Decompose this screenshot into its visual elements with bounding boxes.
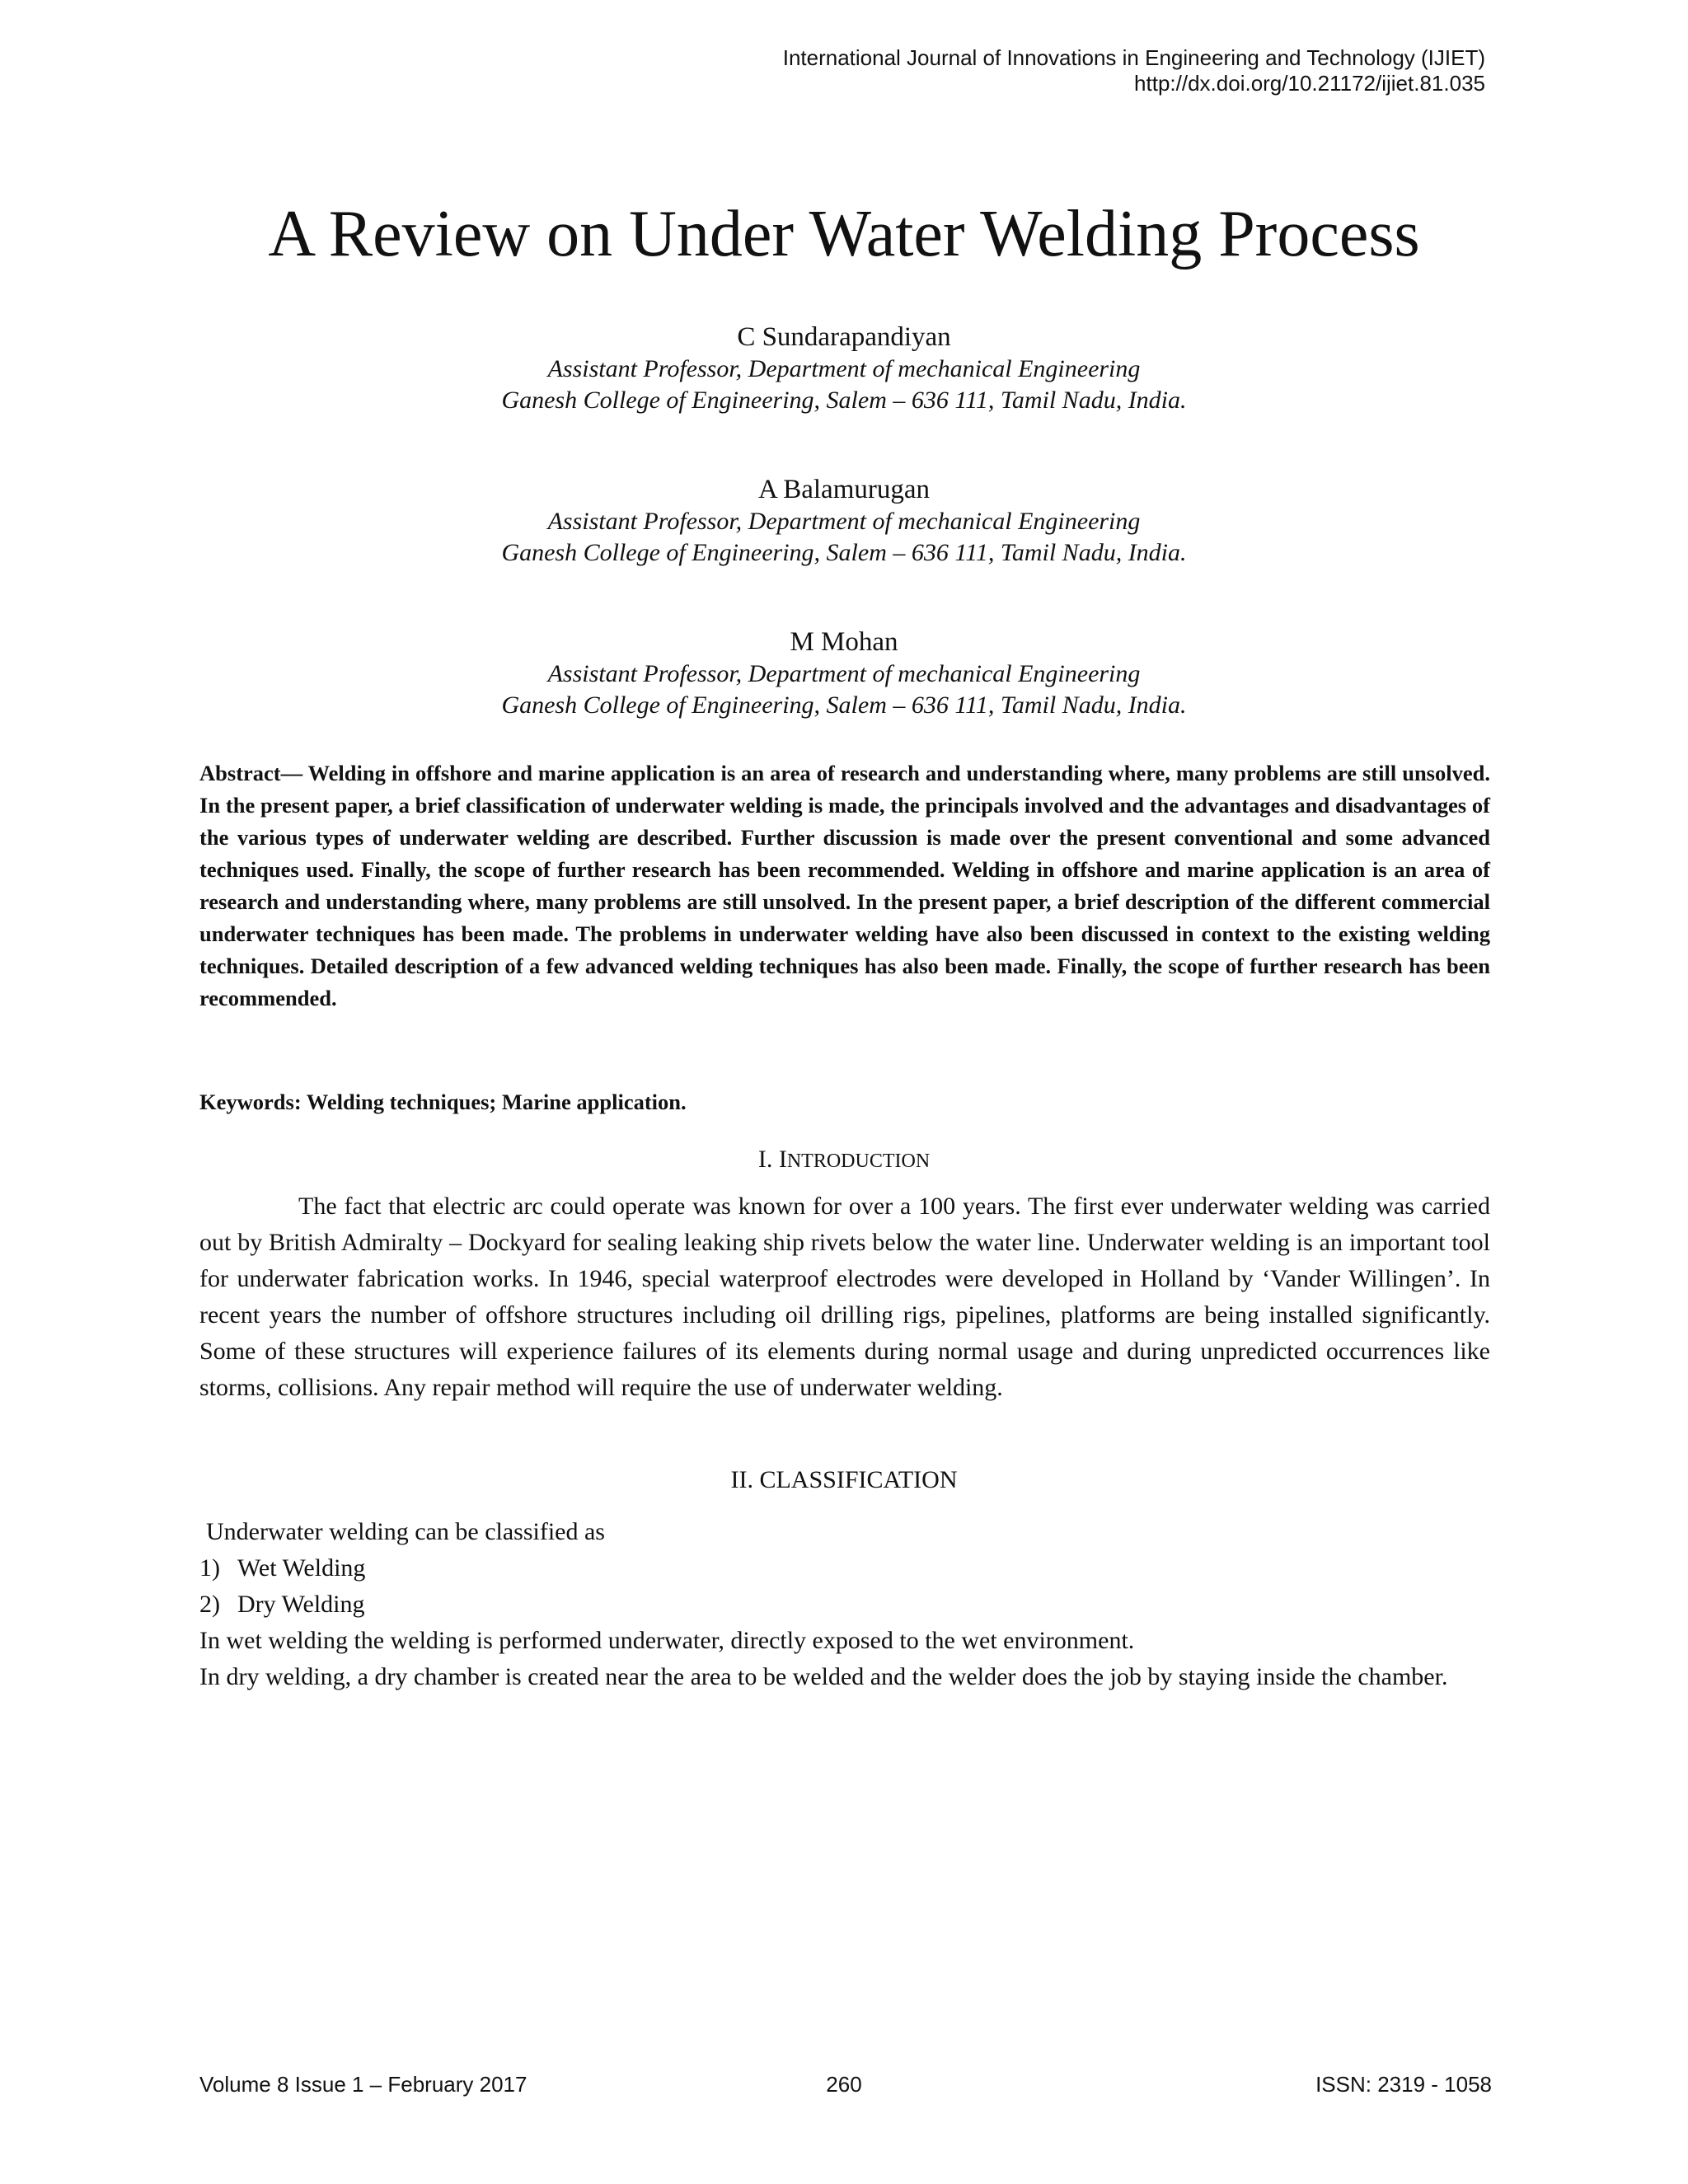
- classification-body: [199, 1514, 1490, 1695]
- list-label: Dry Welding: [237, 1591, 365, 1618]
- introduction-paragraph: The fact that electric arc could operate was known for over a 100 years. The first ever underwater welding was carried out by British Admiralty – Dockyard for sealing leaking ship rivets below the water line. Underwater welding is an important tool for underwater fabrication works. In 1946, special waterproof electrodes were developed in Holland by ‘Vander Willingen’. In recent years the number of offshore structures including oil drilling rigs, pipelines, platforms are being installed significantly. Some of these structures will experience failures of its elements during normal usage and during unpredicted occurrences like storms, collisions. Any repair method will require the use of underwater welding.: [199, 1193, 1490, 1401]
- keywords: Keywords: Welding techniques; Marine application.: [199, 1090, 687, 1114]
- list-label: Wet Welding: [237, 1554, 366, 1582]
- list-item: [199, 1586, 1490, 1623]
- author-block-3: [0, 626, 1688, 721]
- section-heading-classification: II. CLASSIFICATION: [730, 1466, 958, 1493]
- heading-text: NTRODUCTION: [786, 1151, 931, 1172]
- journal-header: [783, 45, 1485, 96]
- author-block-1: [0, 321, 1688, 416]
- footer-issn: ISSN: 2319 - 1058: [1315, 2072, 1492, 2097]
- author-affiliation: Ganesh College of Engineering, Salem – 636 111, Tamil Nadu, India.: [501, 539, 1187, 566]
- list-number: 2): [199, 1591, 220, 1618]
- wet-welding-text: In wet welding the welding is performed underwater, directly exposed to the wet environment.: [199, 1627, 1135, 1654]
- heading-number: I. I: [757, 1146, 787, 1173]
- author-affiliation: Ganesh College of Engineering, Salem – 636 111, Tamil Nadu, India.: [501, 387, 1187, 414]
- author-name: M Mohan: [790, 627, 898, 657]
- classification-lead: Underwater welding can be classified as: [206, 1518, 605, 1545]
- abstract: Abstract— Welding in offshore and marine application is an area of research and understanding where, many problems are still unsolved. In the present paper, a brief classification of underwater welding is made, the principals involved and the advantages and disadvantages of the various types of underwater welding are described. Further discussion is made over the present conventional and some advanced techniques used. Finally, the scope of further research has been recommended. Welding in offshore and marine application is an area of research and understanding where, many problems are still unsolved. In the present paper, a brief description of the different commercial underwater techniques has been made. The problems in underwater welding have also been discussed in context to the existing welding techniques. Detailed description of a few advanced welding techniques has also been made. Finally, the scope of further research has been recommended.: [199, 761, 1490, 1010]
- section-heading-introduction: [0, 1143, 1688, 1178]
- paper-title: A Review on Under Water Welding Process: [268, 198, 1420, 270]
- doi-link[interactable]: http://dx.doi.org/10.21172/ijiet.81.035: [1134, 71, 1485, 96]
- author-name: C Sundarapandiyan: [737, 322, 951, 352]
- journal-name: International Journal of Innovations in Engineering and Technology (IJIET): [782, 45, 1485, 70]
- author-position: Assistant Professor, Department of mechanical Engineering: [547, 660, 1141, 687]
- author-affiliation: Ganesh College of Engineering, Salem – 636 111, Tamil Nadu, India.: [501, 691, 1187, 719]
- author-name: A Balamurugan: [757, 475, 931, 504]
- author-position: Assistant Professor, Department of mechanical Engineering: [547, 508, 1141, 535]
- dry-welding-text: In dry welding, a dry chamber is created near the area to be welded and the welder does the job by staying inside the chamber.: [199, 1663, 1448, 1690]
- footer-volume: Volume 8 Issue 1 – February 2017: [199, 2072, 528, 2097]
- footer-page-number: 260: [826, 2072, 862, 2097]
- list-item: [199, 1550, 1490, 1586]
- author-block-2: [0, 473, 1688, 569]
- author-position: Assistant Professor, Department of mechanical Engineering: [547, 355, 1141, 382]
- list-number: 1): [199, 1554, 220, 1582]
